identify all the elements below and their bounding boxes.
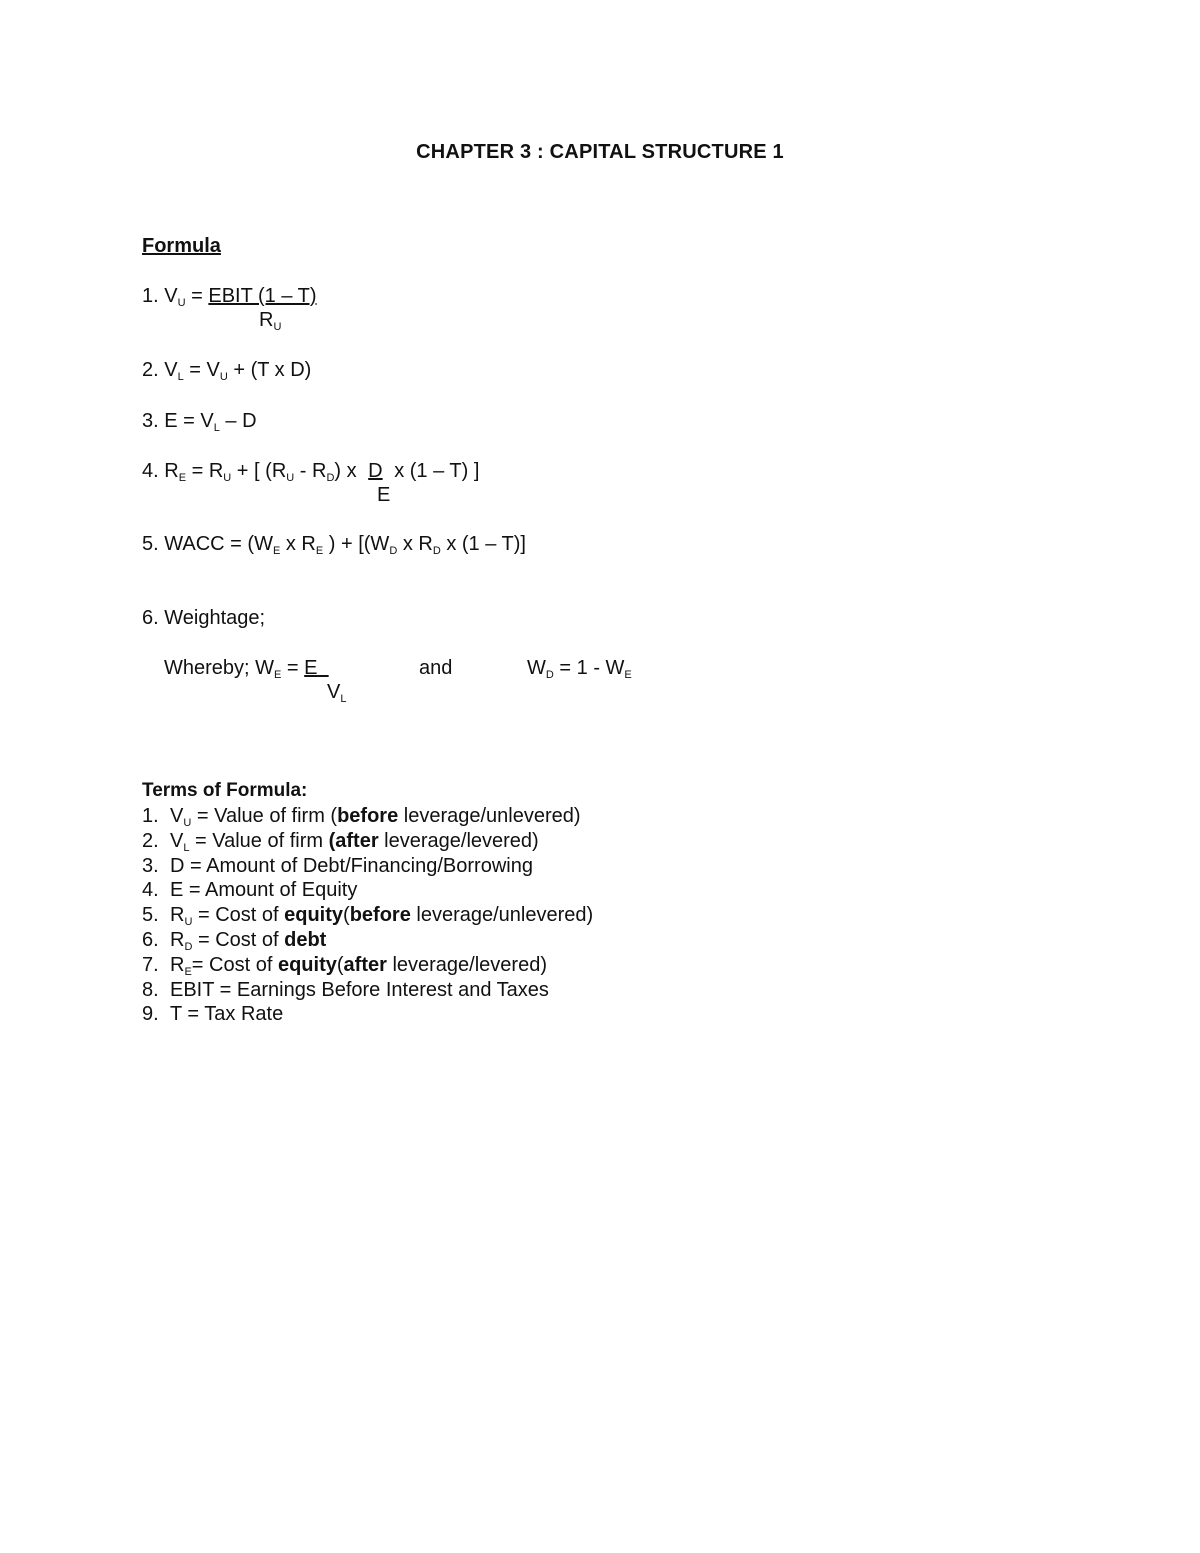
term-number: 7. — [142, 954, 159, 976]
formula-text: = 1 - W — [553, 657, 625, 679]
formula-text: - R — [294, 460, 327, 482]
term-bold: equity — [277, 954, 337, 976]
formula-text: W — [527, 657, 546, 679]
fraction-bar — [318, 657, 329, 679]
formula-6 — [142, 607, 265, 630]
term-text: = Cost of — [192, 904, 285, 926]
term-text: = Cost of — [192, 929, 285, 951]
subscript: U — [183, 817, 192, 829]
subscript: U — [286, 472, 295, 484]
subscript: L — [340, 693, 347, 705]
term-text: leverage/levered) — [386, 954, 547, 976]
subscript: E — [184, 966, 192, 978]
formula-6-whereby — [164, 657, 329, 680]
term-bold: equity — [284, 904, 344, 926]
term-item — [142, 855, 533, 878]
term-item — [142, 979, 549, 1002]
formula-6-and: and — [419, 657, 453, 679]
formula-text: + (T x D) — [227, 359, 312, 381]
term-bold: before — [337, 805, 399, 827]
term-number: 6. — [142, 929, 159, 951]
formula-text: = — [191, 285, 203, 307]
formula-1 — [142, 285, 317, 308]
subscript: L — [183, 842, 190, 854]
subscript: U — [223, 472, 232, 484]
term-item — [142, 1003, 283, 1026]
subscript: U — [219, 371, 228, 383]
formula-text: = V — [183, 359, 220, 381]
term-number: 1. — [142, 805, 159, 827]
term-text: T = Tax Rate — [170, 1003, 284, 1025]
term-number: 2. — [142, 830, 159, 852]
subscript: E — [178, 472, 187, 484]
subscript: E — [315, 545, 324, 557]
formula-text: x (1 – T) ] — [394, 460, 480, 482]
formula-text: ) x — [334, 460, 357, 482]
subscript: D — [389, 545, 398, 557]
fraction-numerator: EBIT (1 – T) — [208, 285, 317, 307]
term-text: EBIT = Earnings Before Interest and Taxes — [170, 979, 549, 1001]
formula-text: = R — [186, 460, 224, 482]
formula-number: 6. — [142, 607, 159, 629]
term-text: ( — [343, 904, 350, 926]
term-text: ( — [336, 954, 344, 976]
term-item — [142, 954, 547, 977]
term-text: R — [170, 954, 185, 976]
term-item — [142, 879, 357, 902]
term-number: 3. — [142, 855, 159, 877]
formula-text: Whereby; W — [164, 657, 275, 679]
formula-number: 4. — [142, 460, 159, 482]
term-number: 8. — [142, 979, 159, 1001]
page-title: CHAPTER 3 : CAPITAL STRUCTURE 1 — [416, 141, 784, 163]
term-text: R — [170, 904, 185, 926]
formula-text: = — [281, 657, 305, 679]
formula-6-denominator — [327, 681, 346, 704]
term-bold: before — [349, 904, 411, 926]
formula-1-denominator — [259, 309, 281, 332]
term-bold: (after — [328, 830, 379, 852]
subscript: U — [184, 916, 193, 928]
term-text: leverage/unlevered) — [410, 904, 594, 926]
formula-number: 5. — [142, 533, 159, 555]
subscript: D — [545, 669, 554, 681]
formula-2 — [142, 359, 311, 382]
subscript: U — [177, 297, 186, 309]
term-item — [142, 904, 593, 927]
terms-heading: Terms of Formula: — [142, 780, 308, 801]
formula-3 — [142, 410, 257, 433]
term-text: V — [170, 830, 184, 852]
term-number: 9. — [142, 1003, 159, 1025]
subscript: D — [184, 941, 193, 953]
formula-text: – D — [219, 410, 257, 432]
fraction-numerator: E — [304, 657, 318, 679]
formula-text: V — [164, 359, 178, 381]
formula-text: + [ (R — [231, 460, 287, 482]
formula-text: V — [164, 285, 178, 307]
formula-text: ) + [(W — [323, 533, 390, 555]
fraction-denominator: V — [327, 681, 341, 703]
subscript: D — [326, 472, 335, 484]
term-item — [142, 830, 539, 853]
term-text: = Value of firm ( — [191, 805, 338, 827]
formula-text: WACC = (W — [164, 533, 273, 555]
formula-6-wd — [527, 657, 632, 680]
formula-5 — [142, 533, 526, 556]
term-text: = Value of firm — [189, 830, 329, 852]
formula-number: 3. — [142, 410, 159, 432]
formula-text: x R — [397, 533, 433, 555]
subscript: L — [213, 422, 220, 434]
formula-text: x R — [280, 533, 316, 555]
formula-heading: Formula — [142, 235, 221, 257]
term-text: = Cost of — [191, 954, 278, 976]
subscript: U — [273, 321, 282, 333]
formula-number: 1. — [142, 285, 159, 307]
term-text: E = Amount of Equity — [170, 879, 358, 901]
term-text: leverage/unlevered) — [398, 805, 581, 827]
formula-text: R — [164, 460, 179, 482]
term-number: 5. — [142, 904, 159, 926]
subscript: L — [177, 371, 184, 383]
term-item — [142, 929, 326, 952]
fraction-numerator: D — [368, 460, 383, 482]
formula-4-denominator: E — [377, 484, 391, 506]
formula-text: E = V — [164, 410, 214, 432]
term-text: V — [170, 805, 184, 827]
term-text: leverage/levered) — [378, 830, 539, 852]
term-item — [142, 805, 581, 828]
subscript: E — [274, 669, 282, 681]
term-text: R — [170, 929, 185, 951]
formula-number: 2. — [142, 359, 159, 381]
term-text: D = Amount of Debt/Financing/Borrowing — [170, 855, 533, 877]
term-bold: debt — [284, 929, 327, 951]
fraction-denominator: R — [259, 309, 274, 331]
formula-text: Weightage; — [164, 607, 266, 629]
subscript: E — [272, 545, 281, 557]
subscript: D — [432, 545, 441, 557]
term-bold: after — [343, 954, 387, 976]
formula-text: x (1 – T)] — [440, 533, 526, 555]
subscript: E — [624, 669, 632, 681]
formula-4 — [142, 460, 479, 483]
term-number: 4. — [142, 879, 159, 901]
